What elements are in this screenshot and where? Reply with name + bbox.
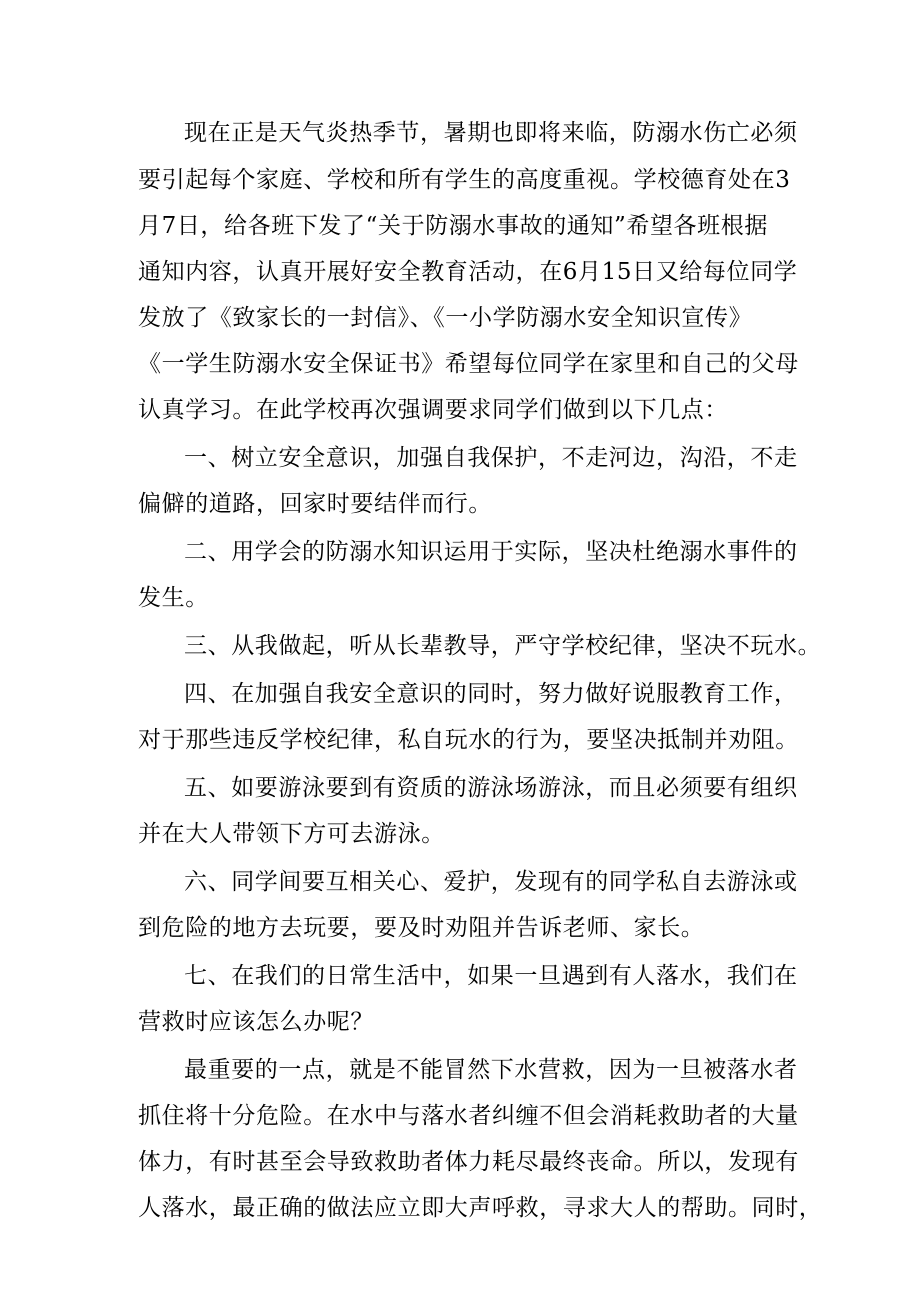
paragraph-line: 要引起每个家庭、学校和所有学生的高度重视。学校德育处在3: [138, 167, 791, 193]
list-item-line: 三、从我做起，听从长辈教导，严守学校纪律，坚决不玩水。: [184, 633, 822, 659]
list-item-line: 到危险的地方去玩要，要及时劝阻并告诉老师、家长。: [138, 915, 705, 941]
paragraph-line: 抓住将十分危险。在水中与落水者纠缠不但会消耗救助者的大量: [138, 1103, 799, 1129]
list-item-line: 五、如要游泳要到有资质的游泳场游泳，而且必须要有组织: [184, 775, 798, 801]
paragraph-line: 认真学习。在此学校再次强调要求同学们做到以下几点：: [138, 397, 728, 423]
list-item-line: 七、在我们的日常生活中，如果一旦遇到有人落水，我们在: [184, 963, 798, 989]
paragraph-line: 月7日，给各班下发了“关于防溺水事故的通知”希望各班根据: [138, 213, 768, 239]
paragraph-line: 《一学生防溺水安全保证书》希望每位同学在家里和自己的父母: [138, 351, 799, 377]
list-item-line: 一、树立安全意识，加强自我保护，不走河边，沟沿，不走: [184, 445, 798, 471]
paragraph-line: 发放了《致家长的一封信》、《一小学防溺水安全知识宣传》: [138, 305, 753, 331]
paragraph-line: 体力，有时甚至会导致救助者体力耗尽最终丧命。所以，发现有: [138, 1149, 799, 1175]
paragraph-line: 现在正是天气炎热季节，暑期也即将来临，防溺水伤亡必须: [184, 120, 798, 146]
list-item-line: 二、用学会的防溺水知识运用于实际，坚决杜绝溺水事件的: [184, 539, 798, 565]
paragraph-line: 最重要的一点，就是不能冒然下水营救，因为一旦被落水者: [184, 1057, 798, 1083]
paragraph-line: 人落水，最正确的做法应立即大声呼救，寻求大人的帮助。同时，: [138, 1195, 823, 1221]
list-item-line: 并在大人带领下方可去游泳。: [138, 821, 445, 847]
paragraph-line: 通知内容，认真开展好安全教育活动，在6月15日又给每位同学: [138, 259, 798, 285]
list-item-line: 四、在加强自我安全意识的同时，努力做好说服教育工作，: [184, 681, 798, 707]
list-item-line: 偏僻的道路，回家时要结伴而行。: [138, 491, 492, 517]
list-item-line: 六、同学间要互相关心、爱护，发现有的同学私自去游泳或: [184, 869, 798, 895]
list-item-line: 发生。: [138, 585, 209, 611]
list-item-line: 营救时应该怎么办呢？: [138, 1009, 374, 1035]
list-item-line: 对于那些违反学校纪律，私自玩水的行为，要坚决抵制并劝阻。: [138, 727, 799, 753]
